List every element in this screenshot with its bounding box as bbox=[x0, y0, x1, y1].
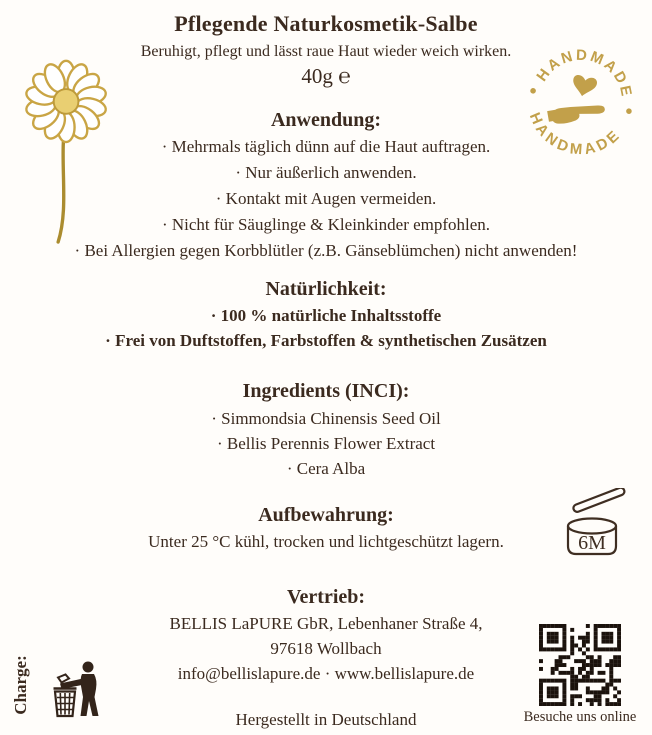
charge-label: Charge: bbox=[11, 655, 30, 715]
section-heading: Ingredients (INCI): bbox=[242, 380, 410, 402]
storage-instructions: Unter 25 °C kühl, trocken und lichtgeschützt lagern. bbox=[148, 532, 504, 551]
tidyman-disposal-icon bbox=[52, 660, 104, 718]
section-heading: Natürlichkeit: bbox=[265, 278, 387, 300]
list-item: · Cera Alba bbox=[286, 459, 366, 478]
badge-text-top: HANDMADE bbox=[533, 46, 636, 100]
daisy-flower-icon bbox=[20, 46, 124, 246]
section-heading: Anwendung: bbox=[270, 109, 382, 131]
list-item: · Nicht für Säuglinge & Kleinkinder empfohlen. bbox=[161, 215, 491, 234]
pao-duration: 6M bbox=[578, 532, 606, 554]
qr-code bbox=[539, 624, 621, 706]
list-item: · Frei von Duftstoffen, Farbstoffen & synthetischen Zusätzen bbox=[105, 331, 547, 350]
list-item: · Kontakt mit Augen vermeiden. bbox=[215, 189, 437, 208]
hand-heart-icon bbox=[545, 70, 611, 133]
net-weight: 40g ℮ bbox=[301, 64, 351, 88]
list-item: · Bei Allergien gegen Korbblütler (z.B. Gänseblümchen) nicht anwenden! bbox=[74, 241, 578, 260]
qr-caption: Besuche uns online bbox=[523, 709, 637, 725]
section-natuerlichkeit bbox=[0, 278, 652, 353]
svg-text:HANDMADE bbox=[532, 44, 638, 103]
distributor-address: BELLIS LaPURE GbR, Lebenhaner Straße 4, bbox=[169, 614, 483, 633]
section-ingredients bbox=[0, 380, 652, 481]
distributor-city: 97618 Wollbach bbox=[270, 639, 382, 658]
section-heading: Vertrieb: bbox=[286, 586, 366, 608]
list-item: · 100 % natürliche Inhaltsstoffe bbox=[210, 306, 442, 325]
made-in-text: Hergestellt in Deutschland bbox=[235, 710, 417, 729]
open-jar-pao-icon bbox=[556, 488, 632, 564]
page-title: Pflegende Naturkosmetik-Salbe bbox=[174, 11, 478, 36]
list-item: · Bellis Perennis Flower Extract bbox=[216, 434, 436, 453]
list-item: · Nur äußerlich anwenden. bbox=[235, 163, 417, 182]
handmade-badge bbox=[524, 44, 638, 158]
list-item: · Simmondsia Chinensis Seed Oil bbox=[211, 409, 441, 428]
section-aufbewahrung bbox=[0, 504, 652, 555]
list-item: · Mehrmals täglich dünn auf die Haut auftragen. bbox=[161, 137, 491, 156]
qr-block bbox=[518, 624, 642, 726]
product-subtitle: Beruhigt, pflegt und lässt raue Haut wieder weich wirken. bbox=[140, 43, 512, 60]
distributor-contact: info@bellislapure.de · www.bellislapure.de bbox=[177, 664, 475, 683]
badge-text-bottom: HANDMADE bbox=[525, 110, 625, 158]
section-heading: Aufbewahrung: bbox=[258, 504, 394, 526]
